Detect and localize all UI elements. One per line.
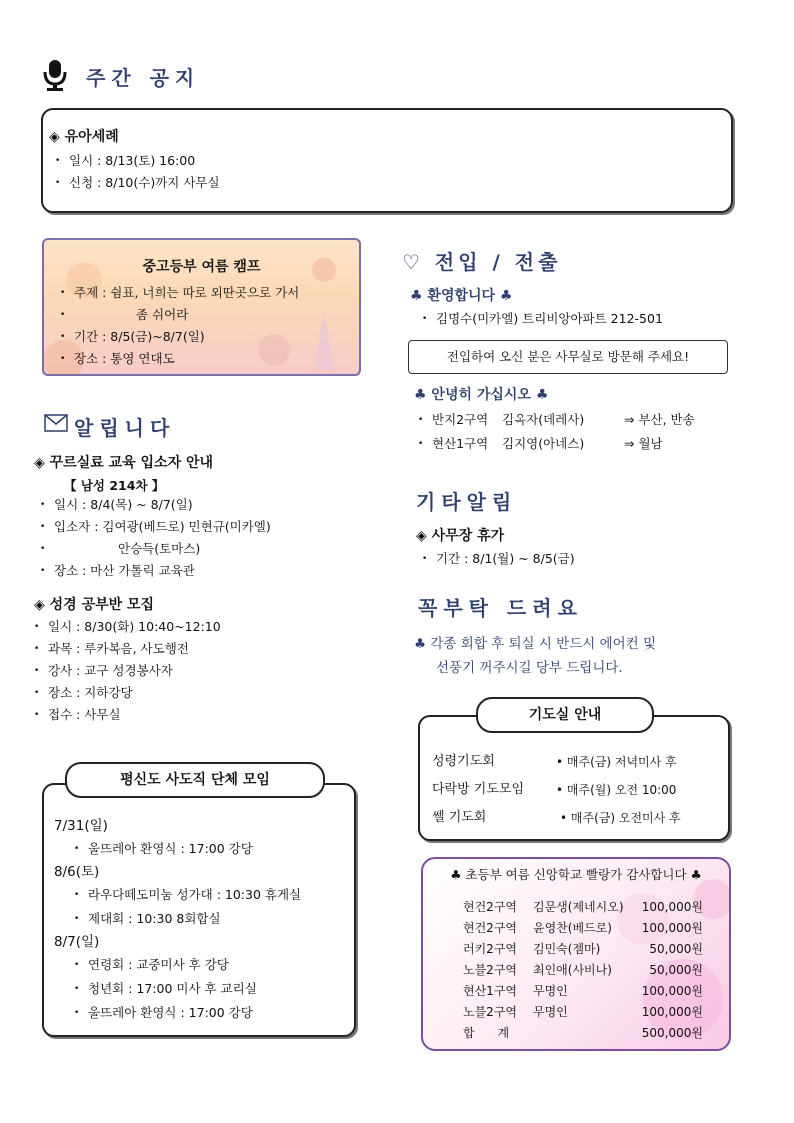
laity-date: 7/31(일)	[54, 818, 108, 834]
camp-title: 중고등부 여름 캠프	[142, 259, 261, 275]
list-item: • 울뜨레아 환영식 : 17:00 강당	[70, 1001, 350, 1025]
list-item: • 일시 : 8/4(목) ~ 8/7(일)	[36, 494, 366, 516]
prayer-row	[432, 804, 722, 832]
farewell-title: ♣ 안녕히 가십시오 ♣	[414, 387, 549, 403]
district: 현산1구역	[432, 436, 489, 451]
list-item: • 울뜨레아 환영식 : 17:00 강당	[70, 837, 350, 861]
destination: ⇒ 월남	[624, 436, 663, 451]
request-text	[414, 632, 744, 680]
list-item-continued: • 좀 쉬어라	[56, 304, 351, 326]
laity-date: 8/7(일)	[54, 934, 100, 950]
list-item: • 주제 : 쉼표, 너희는 따로 외딴곳으로 가서	[56, 282, 351, 304]
list-item: • 라우다떼도미눔 성가대 : 10:30 휴게실	[70, 883, 350, 907]
infant-baptism-list	[51, 150, 551, 194]
amount: 100,000원	[641, 984, 703, 998]
transfer-notice-box: 전입하여 오신 분은 사무실로 방문해 주세요!	[408, 340, 728, 374]
transfer-title: ♡ 전입 / 전출	[402, 250, 562, 274]
list-item: • 청년회 : 17:00 미사 후 교리실	[70, 977, 350, 1001]
list-item: • 제대회 : 10:30 8회합실	[70, 907, 350, 931]
bible-study-list	[30, 616, 360, 726]
member-name: 김지영(아네스)	[502, 436, 585, 451]
list-item: • 일시 : 8/30(화) 10:40~12:10	[30, 616, 360, 638]
list-item: • 연령회 : 교중미사 후 강당	[70, 953, 350, 977]
list-item: • 일시 : 8/13(토) 16:00	[51, 150, 551, 172]
district: 노블2구역	[463, 1005, 518, 1019]
laity-date: 8/6(토)	[54, 864, 100, 880]
donor-name: 윤영찬(베드로)	[533, 921, 612, 935]
list-item-continued: • 안승득(토마스)	[36, 538, 366, 560]
prayer-time: • 매주(금) 오전미사 후	[560, 811, 681, 825]
laity-content	[54, 815, 350, 1025]
welcome-list	[418, 308, 748, 330]
request-line: 선풍기 꺼주시길 당부 드립니다.	[436, 660, 623, 676]
prayer-group-name: 다락방 기도모임	[432, 782, 525, 797]
donor-name: 김문생(제네시오)	[533, 900, 624, 914]
amount: 50,000원	[649, 942, 703, 956]
amount: 100,000원	[641, 900, 703, 914]
request-title: 꼭부탁 드려요	[418, 596, 583, 620]
thanks-total-row	[463, 1023, 703, 1044]
thanks-row	[463, 981, 703, 1002]
member-name: 김옥자(데레사)	[502, 412, 585, 427]
list-item: • 장소 : 마산 가톨릭 교육관	[36, 560, 366, 582]
list-item	[418, 432, 748, 456]
cursillo-subtitle: 【 남성 214차 】	[64, 478, 165, 493]
district: 반지2구역	[432, 412, 489, 427]
prayer-list	[432, 748, 722, 832]
prayer-time: • 매주(금) 저녁미사 후	[556, 755, 677, 769]
donor-name: 최인애(사비나)	[533, 963, 612, 977]
infant-baptism-box	[41, 108, 733, 213]
thanks-row	[463, 939, 703, 960]
destination: ⇒ 부산, 반송	[624, 412, 695, 427]
total-amount: 500,000원	[641, 1026, 703, 1040]
district: 현건2구역	[463, 900, 518, 914]
thanks-row	[463, 897, 703, 918]
thanks-box	[421, 857, 731, 1051]
other-title: 기타알림	[416, 490, 518, 514]
thanks-row	[463, 1002, 703, 1023]
donor-name	[533, 1023, 633, 1044]
list-item: • 기간 : 8/5(금)~8/7(일)	[56, 326, 351, 348]
list-item: • 과목 : 루카복음, 사도행전	[30, 638, 360, 660]
prayer-row	[432, 776, 722, 804]
laity-title: 평신도 사도직 단체 모임	[65, 762, 325, 798]
list-item: • 기간 : 8/1(월) ~ 8/5(금)	[418, 548, 738, 570]
list-item: • 김명수(미카엘) 트리비앙아파트 212-501	[418, 308, 748, 330]
notices-title: 알립니다	[74, 416, 176, 440]
thanks-title: ♣ 초등부 여름 신앙학교 빨랑가 감사합니다 ♣	[450, 867, 702, 882]
laity-day-list	[54, 837, 350, 861]
amount: 100,000원	[641, 1005, 703, 1019]
camp-list	[56, 282, 351, 370]
donor-name: 김민숙(젬마)	[533, 942, 601, 956]
list-item: • 강사 : 교구 성경봉사자	[30, 660, 360, 682]
infant-baptism-title: ◈ 유아세례	[49, 129, 119, 145]
list-item: • 장소 : 지하강당	[30, 682, 360, 704]
amount: 100,000원	[641, 921, 703, 935]
office-vacation-list	[418, 548, 738, 570]
district: 노블2구역	[463, 963, 518, 977]
microphone-icon	[42, 58, 68, 92]
donor-name: 무명인	[533, 984, 568, 998]
bullet: •	[418, 415, 424, 425]
prayer-title: 기도실 안내	[476, 697, 654, 733]
office-vacation-title: ◈ 사무장 휴가	[416, 528, 505, 544]
prayer-time: • 매주(월) 오전 10:00	[556, 783, 677, 797]
list-item	[418, 408, 748, 432]
thanks-row	[463, 960, 703, 981]
weekly-title: 주간 공지	[86, 66, 201, 90]
prayer-row	[432, 748, 722, 776]
list-item: • 신청 : 8/10(수)까지 사무실	[51, 172, 551, 194]
request-line: ♣ 각종 회합 후 퇴실 시 반드시 에어컨 및	[414, 636, 657, 652]
thanks-row	[463, 918, 703, 939]
list-item: • 접수 : 사무실	[30, 704, 360, 726]
thanks-list	[463, 897, 703, 1044]
cursillo-title: ◈ 꾸르실료 교육 입소자 안내	[34, 455, 214, 471]
amount: 50,000원	[649, 963, 703, 977]
total-label: 합 계	[463, 1026, 510, 1040]
donor-name: 무명인	[533, 1005, 568, 1019]
prayer-group-name: 성령기도회	[432, 754, 495, 769]
list-item: • 장소 : 통영 연대도	[56, 348, 351, 370]
district: 러키2구역	[463, 942, 518, 956]
farewell-list	[418, 408, 748, 456]
envelope-icon	[44, 414, 68, 436]
district: 현산1구역	[463, 984, 518, 998]
camp-box	[42, 238, 361, 376]
bible-study-title: ◈ 성경 공부반 모집	[34, 597, 155, 613]
laity-day-list	[54, 883, 350, 931]
list-item: • 입소자 : 김여광(베드로) 민현규(미카엘)	[36, 516, 366, 538]
bullet: •	[418, 439, 424, 449]
laity-day-list	[54, 953, 350, 1025]
cursillo-list	[36, 494, 366, 582]
prayer-group-name: 쎌 기도회	[432, 810, 487, 825]
district: 현건2구역	[463, 921, 518, 935]
welcome-title: ♣ 환영합니다 ♣	[410, 288, 513, 304]
